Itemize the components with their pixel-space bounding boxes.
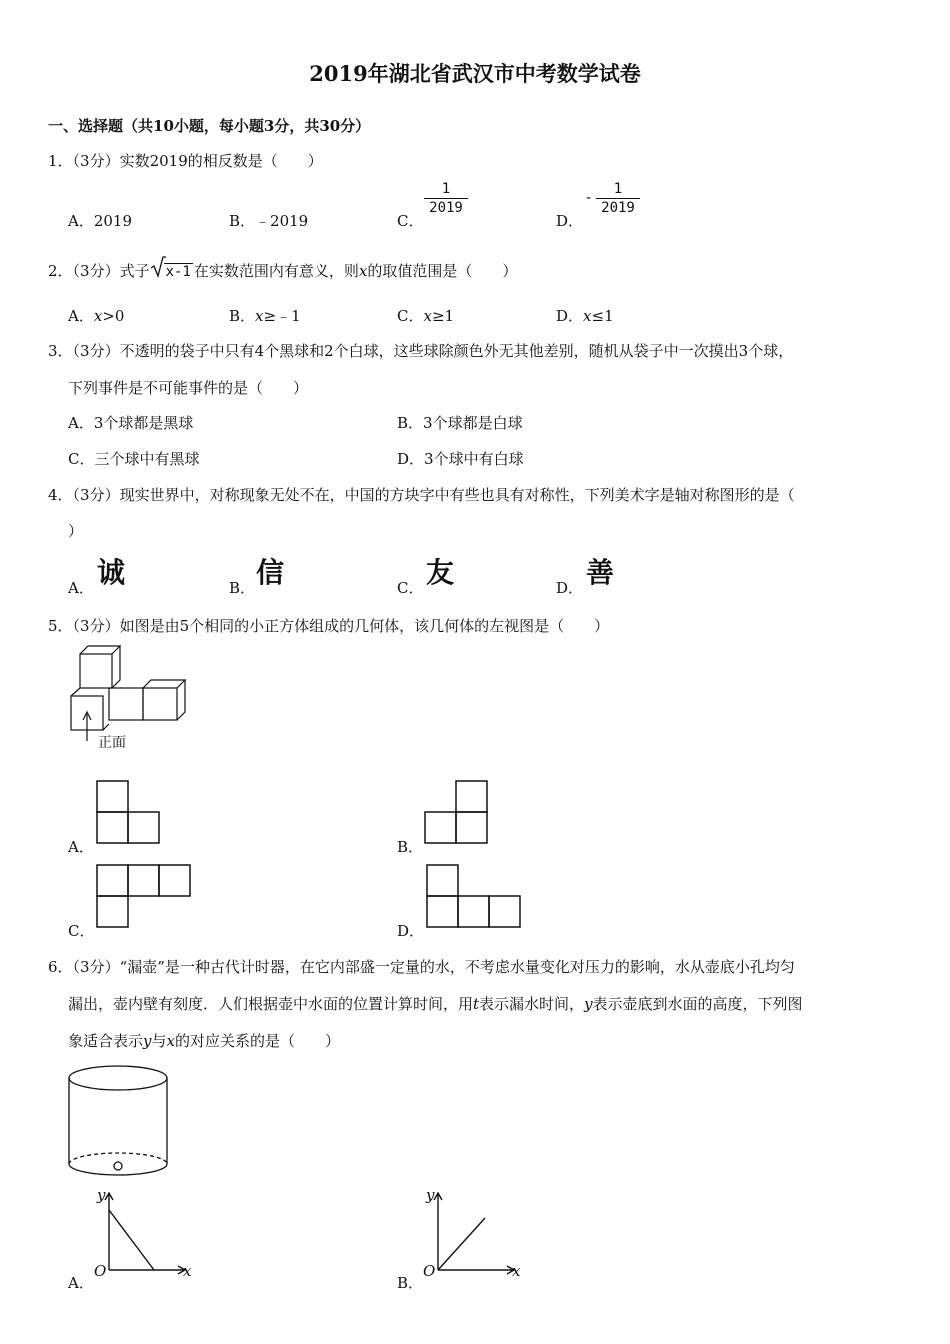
q2-a-rel: >0 bbox=[102, 307, 125, 325]
q6-line3-part-c: 的对应关系的是（ ） bbox=[174, 1032, 340, 1050]
fraction-bar bbox=[424, 198, 468, 199]
question-3-line2: 下列事件是不可能事件的是（ ） bbox=[68, 379, 309, 397]
q6-line3-part-a: 象适合表示 bbox=[68, 1032, 144, 1050]
q2-option-c[interactable] bbox=[397, 305, 454, 326]
q5-option-a[interactable]: A． bbox=[68, 838, 94, 856]
q6-line2-part-b: 表示漏水时间， bbox=[479, 995, 585, 1013]
q5-option-c[interactable]: C． bbox=[68, 922, 95, 940]
sqrt-sign-icon bbox=[150, 256, 166, 280]
q4-option-c[interactable]: C． bbox=[397, 579, 424, 597]
q5-option-b-figure bbox=[424, 780, 494, 846]
q3-option-b[interactable]: B．3个球都是白球 bbox=[397, 414, 523, 432]
fraction-bar bbox=[596, 198, 640, 199]
q4-option-d[interactable]: D． bbox=[556, 579, 584, 597]
q6-a-axis-x: x bbox=[183, 1262, 192, 1280]
q2-a-label: A． bbox=[68, 307, 94, 325]
q6-b-origin: O bbox=[423, 1262, 436, 1280]
q1-option-a[interactable]: A．2019 bbox=[68, 212, 133, 230]
q6-a-axis-y: y bbox=[97, 1186, 106, 1204]
question-2-stem bbox=[48, 260, 517, 281]
question-5-stem: 5．（3分）如图是由5个相同的小正方体组成的几何体，该几何体的左视图是（ ） bbox=[48, 617, 610, 635]
q2-text-post: 在实数范围内有意义，则 bbox=[193, 262, 359, 280]
fraction-denominator: 2019 bbox=[601, 200, 635, 216]
q2-text-pre: 2．（3分）式子 bbox=[48, 262, 150, 280]
q5-option-d-figure bbox=[426, 864, 526, 930]
q6-line2-part-c: 表示壶底到水面的高度，下列图 bbox=[592, 995, 803, 1013]
q6-line2-var-t: t bbox=[473, 995, 480, 1013]
question-6-line1: 6．（3分）“漏壶”是一种古代计时器，在它内部盛一定量的水，不考虑水量变化对压力的影响，水从壶底小孔均匀 bbox=[48, 958, 795, 976]
q2-c-var: x bbox=[423, 307, 432, 325]
q2-c-rel: ≥1 bbox=[431, 307, 455, 325]
q5-option-b[interactable]: B． bbox=[397, 838, 424, 856]
fraction-numerator: 1 bbox=[441, 181, 451, 197]
q2-option-b[interactable] bbox=[229, 305, 301, 326]
q2-b-rel: ≥﹣1 bbox=[263, 307, 301, 325]
q5-option-c-figure bbox=[96, 864, 196, 930]
question-4-line1: 4．（3分）现实世界中，对称现象无处不在，中国的方块字中有些也具有对称性，下列美术字是轴对称图形的是（ bbox=[48, 486, 795, 504]
question-3-line1: 3．（3分）不透明的袋子中只有4个黑球和2个白球，这些球除颜色外无其他差别，随机从袋子中一次摸出3个球， bbox=[48, 342, 794, 360]
q1-minus-sign: - bbox=[586, 188, 592, 206]
q2-var-x: x bbox=[358, 262, 368, 280]
fraction-numerator: 1 bbox=[613, 181, 623, 197]
q1-option-b[interactable]: B．﹣2019 bbox=[229, 212, 309, 230]
section-heading: 一、选择题（共10小题，每小题3分，共30分） bbox=[48, 117, 371, 135]
q6-line3-var-x: x bbox=[166, 1032, 175, 1050]
q3-option-c[interactable]: C．三个球中有黑球 bbox=[68, 450, 200, 468]
q2-c-label: C． bbox=[397, 307, 424, 325]
fraction-denominator: 2019 bbox=[429, 200, 463, 216]
q2-radicand: x-1 bbox=[165, 264, 191, 280]
q6-line3-var-y: y bbox=[143, 1032, 152, 1050]
q2-b-label: B． bbox=[229, 307, 256, 325]
q4-char-xin: 信 bbox=[256, 556, 285, 589]
q5-option-d[interactable]: D． bbox=[397, 922, 425, 940]
water-clock-cylinder bbox=[67, 1064, 171, 1176]
question-6-line3 bbox=[68, 1030, 340, 1051]
q4-option-b[interactable]: B． bbox=[229, 579, 256, 597]
q6-a-origin: O bbox=[94, 1262, 107, 1280]
q3-option-d[interactable]: D．3个球中有白球 bbox=[397, 450, 524, 468]
cube-solid-figure bbox=[66, 644, 206, 754]
q6-line2-part-a: 漏出，壶内壁有刻度．人们根据壶中水面的位置计算时间，用 bbox=[68, 995, 474, 1013]
q4-char-cheng: 诚 bbox=[97, 556, 126, 589]
front-view-label: 正面 bbox=[98, 735, 126, 751]
question-6-line2 bbox=[68, 993, 803, 1014]
q1-option-d[interactable]: D． bbox=[556, 212, 584, 230]
q2-a-var: x bbox=[93, 307, 103, 325]
q2-d-label: D． bbox=[556, 307, 584, 325]
q6-option-a[interactable]: A． bbox=[68, 1274, 94, 1292]
q4-char-shan: 善 bbox=[586, 556, 615, 589]
q6-b-axis-y: y bbox=[426, 1186, 435, 1204]
q3-option-a[interactable]: A．3个球都是黑球 bbox=[68, 414, 194, 432]
q2-b-var: x bbox=[255, 307, 264, 325]
q2-option-a[interactable] bbox=[68, 305, 124, 326]
q2-d-rel: ≤1 bbox=[591, 307, 614, 325]
page-title: 2019年湖北省武汉市中考数学试卷 bbox=[309, 61, 641, 86]
question-4-line2: ） bbox=[68, 522, 84, 540]
q5-option-a-figure bbox=[96, 780, 166, 846]
q6-line3-part-b: 与 bbox=[151, 1032, 167, 1050]
q2-text-post2: 的取值范围是（ ） bbox=[367, 262, 518, 280]
q6-line2-var-y: y bbox=[584, 995, 593, 1013]
q6-option-b[interactable]: B． bbox=[397, 1274, 424, 1292]
q1-fraction-d bbox=[596, 181, 640, 216]
q4-option-a[interactable]: A． bbox=[68, 579, 94, 597]
q6-b-axis-x: x bbox=[512, 1262, 521, 1280]
q2-d-var: x bbox=[583, 307, 592, 325]
q6-option-a-graph bbox=[92, 1190, 192, 1280]
q1-option-c[interactable]: C． bbox=[397, 212, 424, 230]
q4-char-you: 友 bbox=[426, 556, 455, 589]
question-1-stem: 1．（3分）实数2019的相反数是（ ） bbox=[48, 152, 323, 170]
q1-fraction-c bbox=[424, 181, 468, 216]
q2-sqrt-expression bbox=[150, 262, 193, 280]
q6-option-b-graph bbox=[421, 1190, 521, 1280]
q2-option-d[interactable] bbox=[556, 305, 614, 326]
